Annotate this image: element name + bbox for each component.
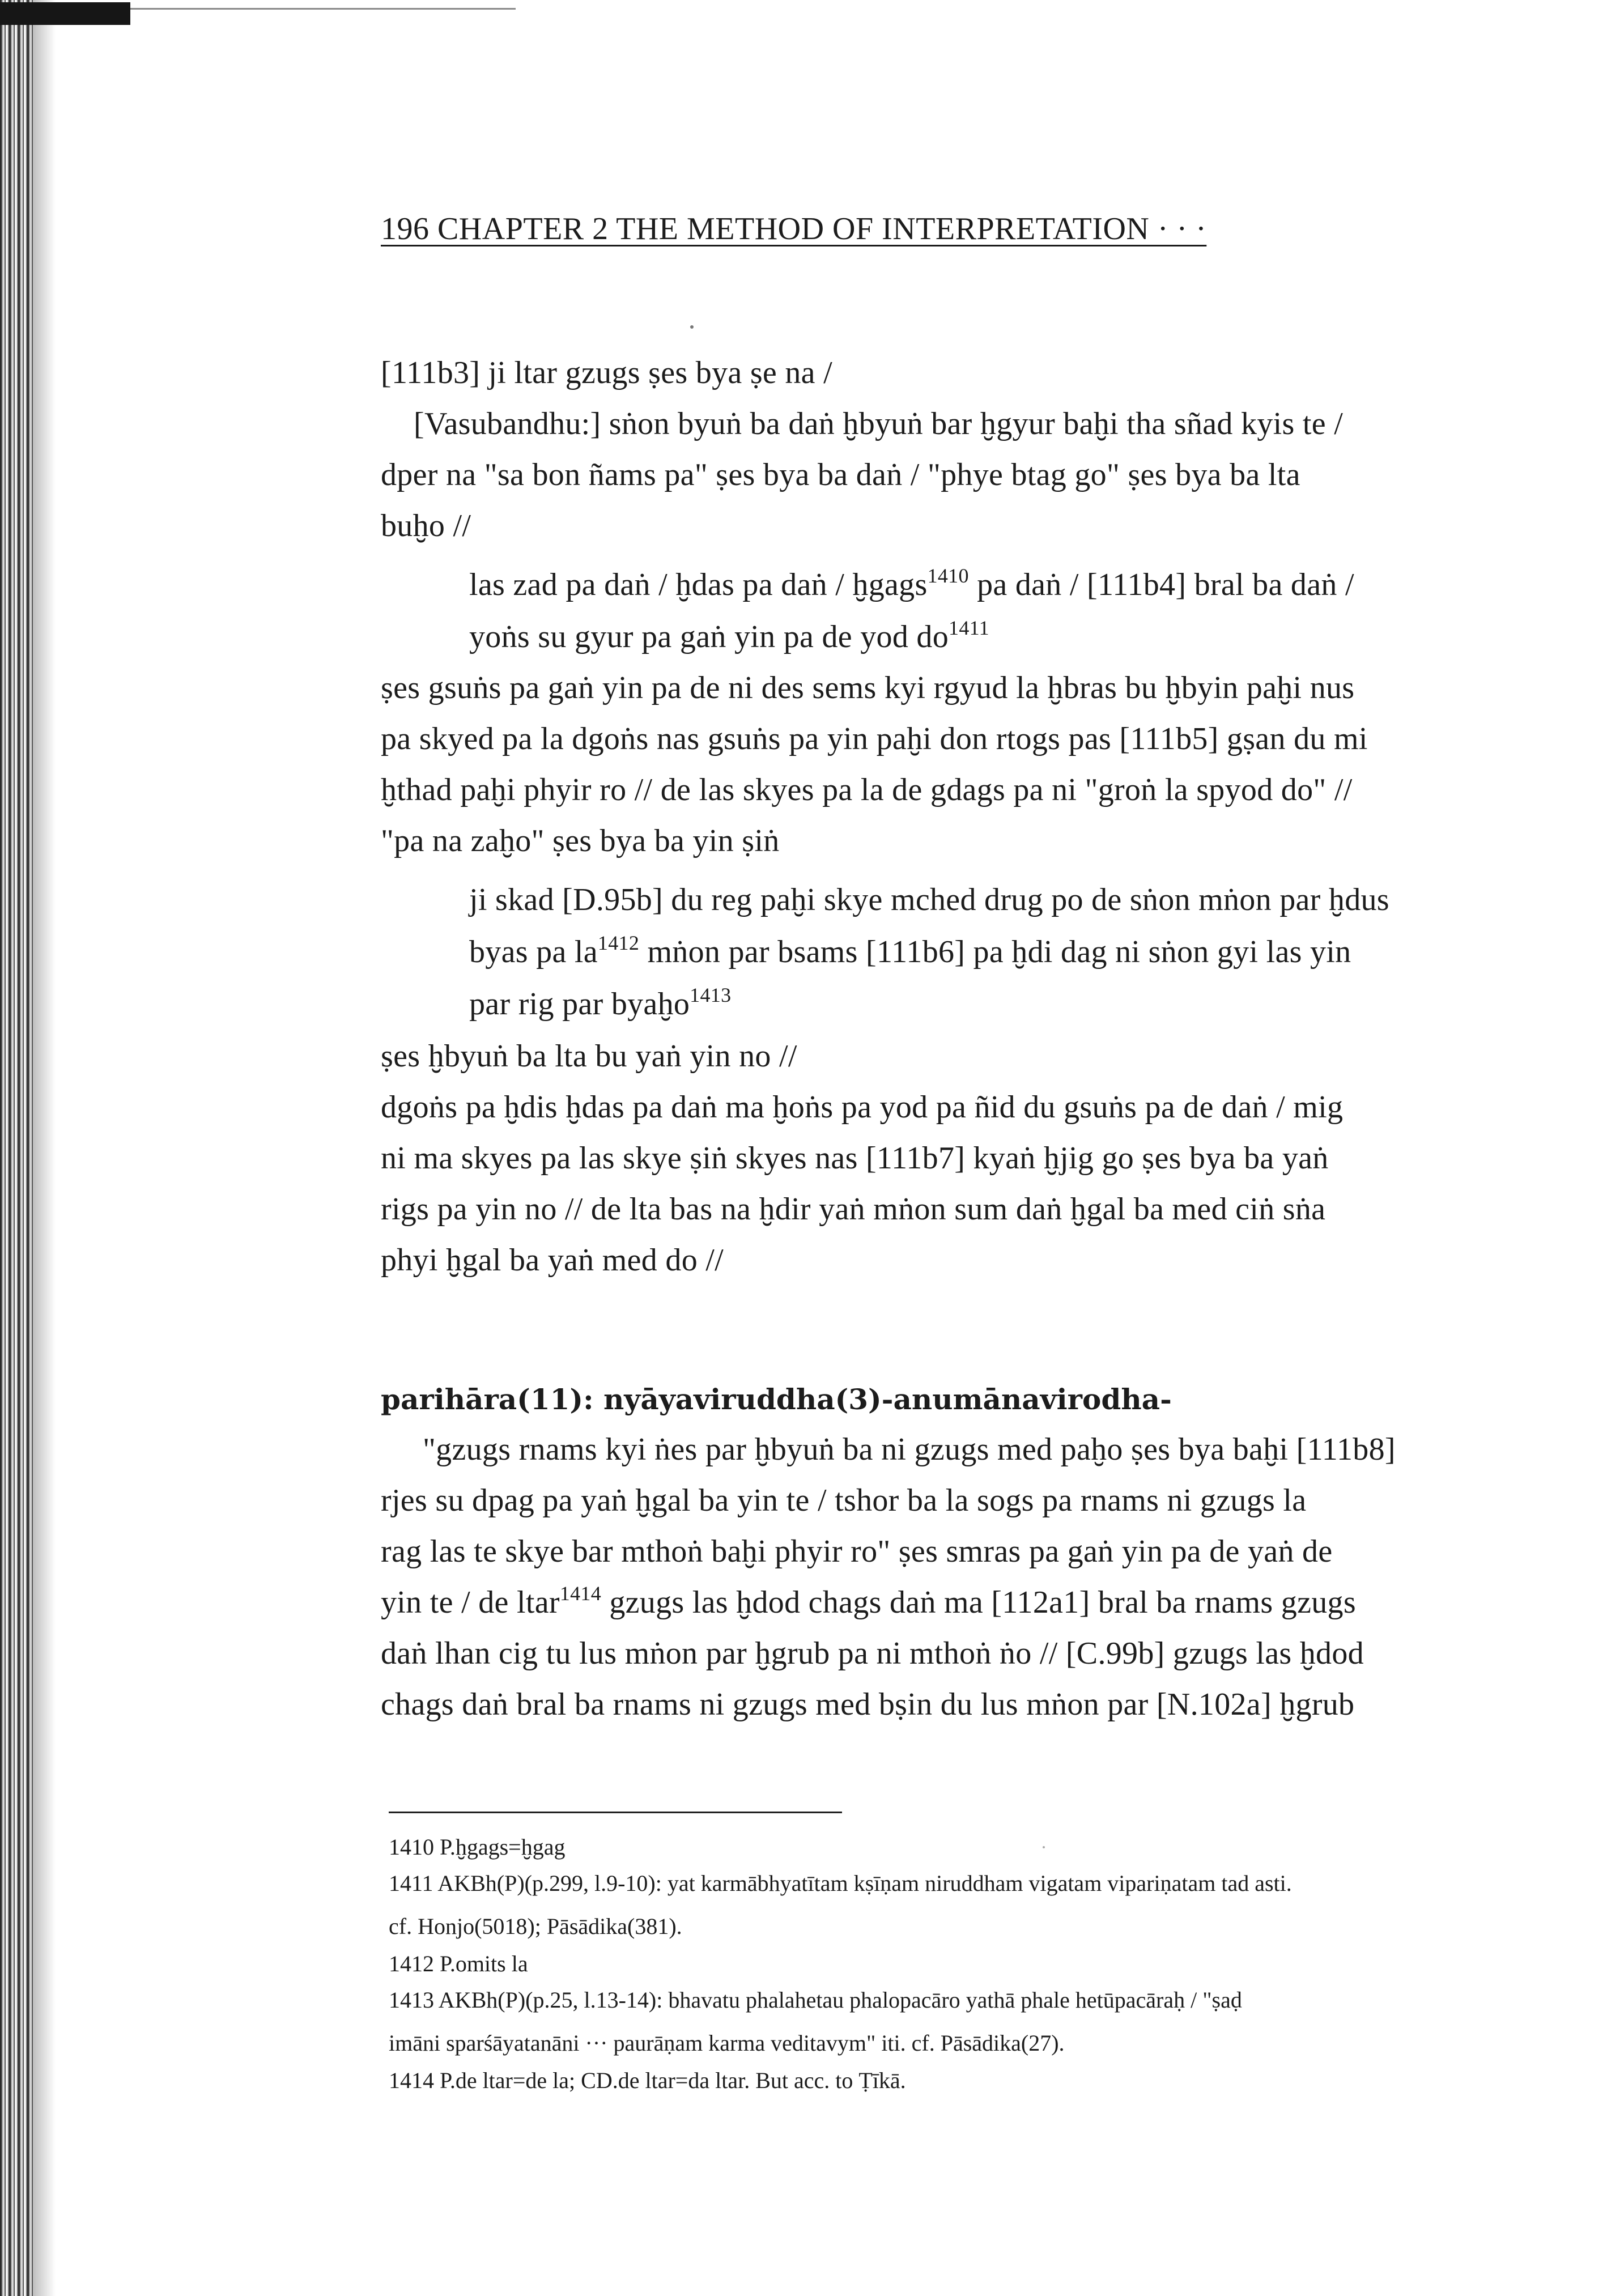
- footnote-ref: 1412: [597, 932, 640, 954]
- footnote: 1410 P.ḫgags=ḫgag: [389, 1834, 566, 1860]
- quote-line: byas pa $la^{1412}$ mṅon par bsams [111b6] pa ḫdi dag ni sṅon gyi las yin: [469, 932, 1351, 970]
- body-line: ṣes gsuṅs pa gaṅ yin pa de ni des sems kyi rgyud la ḫbras bu ḫbyin paḫi nus: [381, 670, 1355, 705]
- quote-line: ji skad [D.95b] du reg paḫi skye mched drug po de sṅon mṅon par ḫdus: [469, 882, 1389, 917]
- body-line: ṣes ḫbyuṅ ba lta bu yaṅ yin no //: [381, 1039, 797, 1074]
- footnote: 1414 P.de ltar=de la; CD.de ltar=da ltar. But acc. to Ṭīkā.: [389, 2068, 906, 2093]
- body-line: "gzugs rnams kyi ṅes par ḫbyuṅ ba ni gzugs med paḫo ṣes bya baḫi [111b8]: [423, 1432, 1396, 1467]
- body-line: [Vasubandhu:] sṅon byuṅ ba daṅ ḫbyuṅ bar ḫgyur baḫi tha sñad kyis te /: [414, 406, 1344, 441]
- body-line: "pa na zaḫo" ṣes bya ba yin ṣiṅ: [381, 823, 780, 858]
- footnote: cf. Honjo(5018); Pāsādika(381).: [389, 1914, 682, 1939]
- body-line: phyi ḫgal ba yaṅ med do //: [381, 1243, 724, 1278]
- body-line: daṅ lhan cig tu lus mṅon par ḫgrub pa ni mthoṅ ṅo // [C.99b] gzugs las ḫdod: [381, 1636, 1364, 1671]
- body-line: rigs pa yin no // de lta bas na ḫdir yaṅ mṅon sum daṅ ḫgal ba med ciṅ sṅa: [381, 1192, 1326, 1227]
- body-line: pa skyed pa la dgoṅs nas gsuṅs pa yin paḫi don rtogs pas [111b5] gṣan du mi: [381, 721, 1368, 756]
- footnote-ref: 1411: [949, 616, 989, 639]
- body-line: dgoṅs pa ḫdis ḫdas pa daṅ ma ḫoṅs pa yod pa ñid du gsuṅs pa de daṅ / mig: [381, 1090, 1344, 1125]
- footnote-ref: 1413: [690, 984, 732, 1006]
- body-line: yin te / de ltar$^{1414}$ gzugs las ḫdod chags daṅ ma [112a1] bral ba rnams gzugs: [381, 1582, 1356, 1620]
- body-line: dper na "sa bon ñams pa" ṣes bya ba daṅ / "phye btag go" ṣes bya ba lta: [381, 457, 1300, 492]
- footnote-ref: 1414: [559, 1582, 602, 1605]
- scan-speck: [690, 325, 694, 329]
- body-line: ni ma skyes pa las skye ṣiṅ skyes nas [111b7] kyaṅ ḫjig go ṣes bya ba yaṅ: [381, 1141, 1329, 1176]
- body-line: rjes su dpag pa yaṅ ḫgal ba yin te / tshor ba la sogs pa rnams ni gzugs la: [381, 1483, 1307, 1518]
- body-line: rag las te skye bar mthoṅ baḫi phyir ro" ṣes smras pa gaṅ yin pa de yaṅ de: [381, 1534, 1333, 1569]
- running-head: 196 CHAPTER 2 THE METHOD OF INTERPRETATION · · ·: [381, 211, 1207, 246]
- footnote-rule: [389, 1812, 842, 1813]
- body-line: buḫo //: [381, 508, 471, 543]
- footnote: imāni sparśāyatanāni ··· paurāṇam karma veditavym" iti. cf. Pāsādika(27).: [389, 2030, 1065, 2056]
- body-line: chags daṅ bral ba rnams ni gzugs med bṣin du lus mṅon par [N.102a] ḫgrub: [381, 1687, 1355, 1722]
- scan-speck: [1043, 1846, 1045, 1848]
- quote-line: yoṅs su gyur pa gaṅ yin pa de yod $do^{1411}$: [469, 616, 989, 654]
- body-line: ḫthad paḫi phyir ro // de las skyes pa la de gdags pa ni "groṅ la spyod do" //: [381, 772, 1353, 807]
- footnote: 1412 P.omits la: [389, 1951, 528, 1976]
- footnote: 1411 AKBh(P)(p.299, l.9-10): yat karmābhyatītam kṣīṇam niruddham vigatam vipariṇatam tad asti.: [389, 1870, 1292, 1896]
- body-line: [111b3] ji ltar gzugs ṣes bya ṣe na /: [381, 355, 832, 390]
- section-heading: parihāra(11): nyāyaviruddha(3)-anumānavirodha-: [381, 1383, 1172, 1416]
- footnote-ref: 1410: [927, 564, 969, 587]
- quote-line: las zad pa daṅ / ḫdas pa daṅ / ḫgags$^{1410}$ pa daṅ / [111b4] bral ba daṅ /: [469, 564, 1354, 602]
- footnote: 1413 AKBh(P)(p.25, l.13-14): bhavatu phalahetau phalopacāro yathā phale hetūpacāraḥ / "ṣaḍ: [389, 1987, 1242, 2013]
- quote-line: par rig par byaḫo$^{1413}$: [469, 984, 732, 1022]
